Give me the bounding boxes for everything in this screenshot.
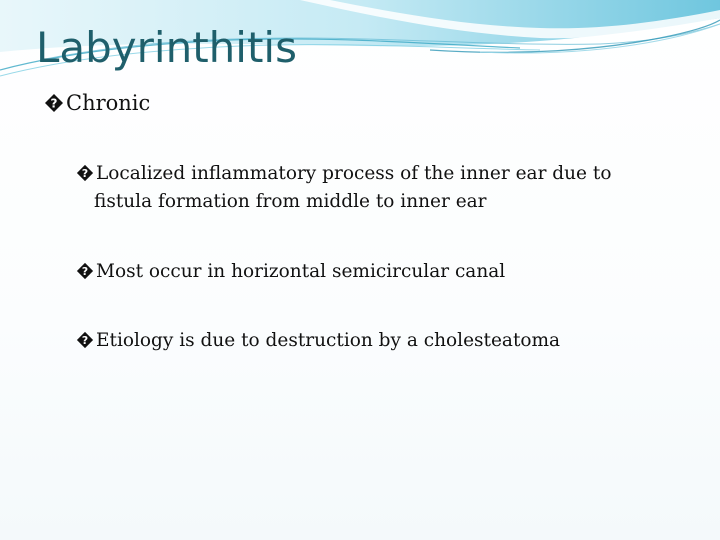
replacement-character-icon (44, 93, 64, 113)
bullet-line: Most occur in horizontal semicircular canal (96, 261, 506, 282)
bullet-item (76, 160, 686, 216)
bullet-item (76, 327, 686, 355)
heading-chronic (44, 88, 150, 118)
svg-text:?: ? (81, 265, 89, 279)
slide-title: Labyrinthitis (36, 23, 297, 72)
svg-text:?: ? (81, 334, 89, 348)
replacement-character-icon (76, 262, 94, 280)
svg-text:?: ? (81, 167, 89, 181)
bullet-item (76, 258, 686, 286)
bullet-line: Etiology is due to destruction by a cholesteatoma (96, 330, 561, 351)
replacement-character-icon (76, 331, 94, 349)
bullet-line: Localized inflammatory process of the inner ear due to (96, 163, 612, 184)
svg-text:?: ? (50, 96, 58, 111)
replacement-character-icon (76, 164, 94, 182)
bullet-line-continued: fistula formation from middle to inner ear (94, 191, 487, 212)
heading-text: Chronic (66, 91, 151, 115)
